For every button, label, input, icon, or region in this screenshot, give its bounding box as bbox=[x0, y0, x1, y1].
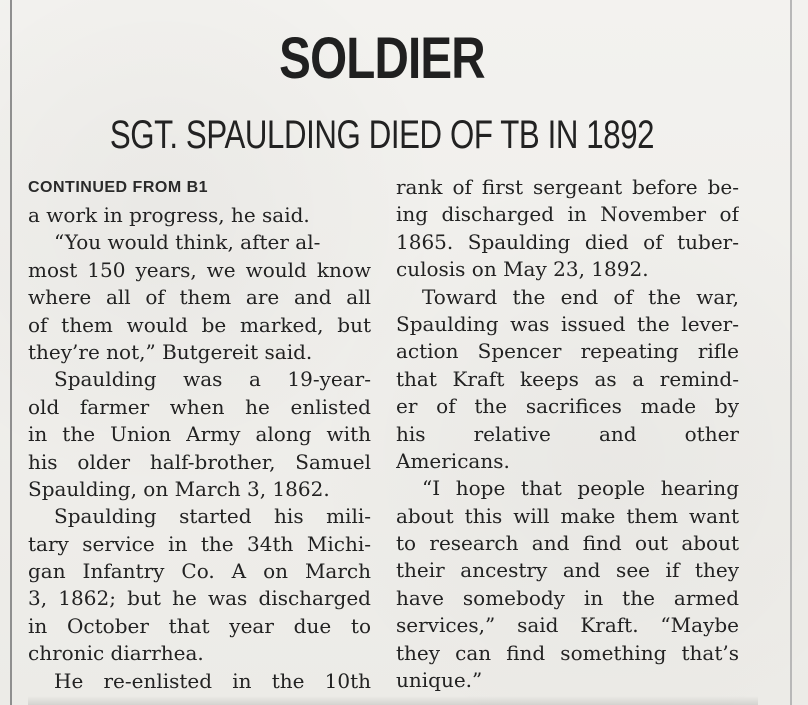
left-column-rule bbox=[10, 0, 12, 705]
article-line: er of the sacrifices made by bbox=[396, 394, 739, 419]
article-line: action Spencer repeating rifle bbox=[396, 339, 739, 364]
article-line: “I hope that people hearing bbox=[422, 476, 739, 501]
article-line: Americans. bbox=[396, 448, 510, 473]
article-line: services,” said Kraft. “Maybe bbox=[396, 613, 739, 638]
article-line: of them would be marked, but bbox=[28, 312, 371, 337]
right-column-rule bbox=[790, 0, 792, 705]
article-line: have somebody in the armed bbox=[396, 585, 739, 610]
article-line: Spaulding was a 19-year- bbox=[54, 367, 371, 392]
article-line: where all of them are and all bbox=[28, 285, 371, 310]
subheadline: SGT. SPAULDING DIED OF TB IN 1892 bbox=[109, 113, 655, 157]
article-line: Spaulding was issued the lever- bbox=[396, 311, 739, 336]
article-line: a work in progress, he said. bbox=[28, 203, 310, 227]
article-line: tary service in the 34th Michi- bbox=[28, 531, 371, 556]
article-line: 3, 1862; but he was discharged bbox=[28, 586, 371, 611]
right-article-column bbox=[396, 174, 739, 705]
continued-label: CONTINUED FROM B1 bbox=[28, 179, 209, 196]
article-line: his relative and other bbox=[396, 421, 739, 446]
article-line: about this will make them want bbox=[396, 503, 739, 528]
article-line: that Kraft keeps as a remind- bbox=[396, 366, 739, 391]
article-line: Spaulding started his mili- bbox=[54, 504, 371, 529]
article-line: Toward the end of the war, bbox=[422, 284, 739, 309]
article-line: most 150 years, we would know bbox=[28, 257, 371, 282]
article-line: unique.” bbox=[396, 668, 483, 693]
article-line: rank of first sergeant before be- bbox=[396, 175, 739, 199]
cut-off-next-line bbox=[28, 696, 758, 705]
article-line: “You would think, after al- bbox=[54, 230, 321, 255]
article-line: their ancestry and see if they bbox=[396, 558, 739, 583]
article-line: they can find something that’s bbox=[396, 640, 739, 665]
article-line: old farmer when he enlisted bbox=[28, 394, 371, 419]
article-line: they’re not,” Butgereit said. bbox=[28, 339, 313, 364]
article-line: ing discharged in November of bbox=[396, 202, 739, 227]
article-line: He re-enlisted in the 10th bbox=[54, 668, 371, 693]
article-line: gan Infantry Co. A on March bbox=[28, 559, 371, 584]
article-line: chronic diarrhea. bbox=[28, 641, 204, 666]
headline: SOLDIER bbox=[279, 26, 485, 91]
left-article-column bbox=[28, 174, 371, 705]
article-line: in the Union Army along with bbox=[28, 422, 371, 447]
article-line: culosis on May 23, 1892. bbox=[396, 257, 649, 282]
article-line: to research and find out about bbox=[396, 531, 739, 556]
article-line: his older half-brother, Samuel bbox=[28, 449, 371, 474]
article-line: 1865. Spaulding died of tuber- bbox=[396, 229, 739, 254]
article-line: Spaulding, on March 3, 1862. bbox=[28, 476, 330, 501]
article-line: in October that year due to bbox=[28, 613, 371, 638]
